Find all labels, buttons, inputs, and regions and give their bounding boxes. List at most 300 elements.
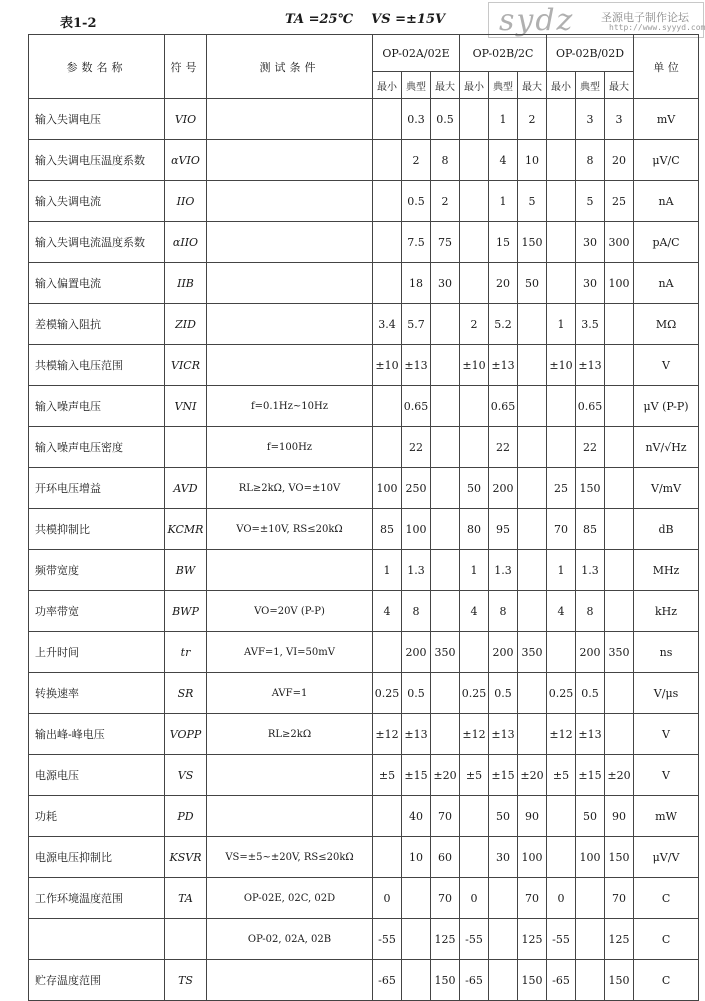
value-cell xyxy=(605,509,634,550)
value-cell: 200 xyxy=(489,632,518,673)
symbol-cell xyxy=(165,427,207,468)
value-cell: 95 xyxy=(489,509,518,550)
value-cell: 0.65 xyxy=(576,386,605,427)
unit-cell: C xyxy=(634,919,699,960)
symbol-cell: ZID xyxy=(165,304,207,345)
value-cell: ±12 xyxy=(547,714,576,755)
table-row xyxy=(29,755,699,796)
header-unit: 单 位 xyxy=(634,35,699,99)
value-cell: ±20 xyxy=(431,755,460,796)
value-cell: 1 xyxy=(373,550,402,591)
value-cell: ±12 xyxy=(373,714,402,755)
value-cell: 50 xyxy=(489,796,518,837)
table-row xyxy=(29,263,699,304)
value-cell: 70 xyxy=(518,878,547,919)
value-cell xyxy=(431,304,460,345)
test-condition-cell xyxy=(207,755,373,796)
value-cell: 5.2 xyxy=(489,304,518,345)
test-condition-cell xyxy=(207,222,373,263)
value-cell: 70 xyxy=(431,796,460,837)
value-cell xyxy=(460,632,489,673)
value-cell xyxy=(460,796,489,837)
param-name-cell: 输入噪声电压 xyxy=(29,386,165,427)
value-cell: 350 xyxy=(605,632,634,673)
unit-cell: V/mV xyxy=(634,468,699,509)
value-cell xyxy=(373,427,402,468)
value-cell xyxy=(431,509,460,550)
value-cell xyxy=(605,468,634,509)
header-group-c: OP-02B/02D xyxy=(547,35,634,72)
value-cell: 4 xyxy=(460,591,489,632)
param-name-cell: 输出峰-峰电压 xyxy=(29,714,165,755)
param-name-cell: 输入噪声电压密度 xyxy=(29,427,165,468)
table-row xyxy=(29,591,699,632)
symbol-cell: TA xyxy=(165,878,207,919)
symbol-cell: αIIO xyxy=(165,222,207,263)
value-cell xyxy=(489,878,518,919)
param-name-cell: 输入失调电流 xyxy=(29,181,165,222)
value-cell: 200 xyxy=(489,468,518,509)
value-cell: 1.3 xyxy=(576,550,605,591)
value-cell xyxy=(518,550,547,591)
value-cell: 70 xyxy=(431,878,460,919)
value-cell xyxy=(402,960,431,1001)
value-cell: 8 xyxy=(431,140,460,181)
unit-cell: pA/C xyxy=(634,222,699,263)
symbol-cell: PD xyxy=(165,796,207,837)
value-cell: 50 xyxy=(518,263,547,304)
value-cell: 85 xyxy=(373,509,402,550)
value-cell xyxy=(373,140,402,181)
table-row xyxy=(29,99,699,140)
value-cell: 300 xyxy=(605,222,634,263)
value-cell: -55 xyxy=(373,919,402,960)
value-cell: 100 xyxy=(605,263,634,304)
value-cell: 4 xyxy=(373,591,402,632)
value-cell: 22 xyxy=(402,427,431,468)
value-cell xyxy=(547,99,576,140)
value-cell xyxy=(460,837,489,878)
value-cell: 50 xyxy=(460,468,489,509)
test-condition-cell xyxy=(207,960,373,1001)
test-condition-cell: VO=±10V, RS≤20kΩ xyxy=(207,509,373,550)
test-conditions xyxy=(285,12,445,27)
value-cell: 150 xyxy=(605,837,634,878)
value-cell xyxy=(460,181,489,222)
header-group-b: OP-02B/2C xyxy=(460,35,547,72)
value-cell: 0.3 xyxy=(402,99,431,140)
param-name-cell xyxy=(29,919,165,960)
value-cell xyxy=(518,427,547,468)
value-cell: -65 xyxy=(547,960,576,1001)
value-cell: 60 xyxy=(431,837,460,878)
symbol-cell: AVD xyxy=(165,468,207,509)
header-sub-typ: 典型 xyxy=(402,72,431,99)
value-cell xyxy=(373,181,402,222)
test-condition-cell xyxy=(207,181,373,222)
value-cell: ±5 xyxy=(460,755,489,796)
value-cell xyxy=(460,427,489,468)
value-cell: 90 xyxy=(605,796,634,837)
value-cell xyxy=(373,99,402,140)
value-cell: 4 xyxy=(489,140,518,181)
unit-cell: V xyxy=(634,714,699,755)
value-cell xyxy=(518,509,547,550)
test-condition-cell xyxy=(207,263,373,304)
value-cell: 18 xyxy=(402,263,431,304)
value-cell: 125 xyxy=(431,919,460,960)
value-cell: 30 xyxy=(489,837,518,878)
symbol-cell: BW xyxy=(165,550,207,591)
value-cell: 90 xyxy=(518,796,547,837)
value-cell: 100 xyxy=(373,468,402,509)
unit-cell: μV/V xyxy=(634,837,699,878)
table-row xyxy=(29,919,699,960)
unit-cell: nA xyxy=(634,181,699,222)
value-cell: 0.5 xyxy=(402,673,431,714)
value-cell: 2 xyxy=(402,140,431,181)
value-cell xyxy=(518,386,547,427)
header-test-conditions: 测试条件 xyxy=(207,35,373,99)
symbol-cell: BWP xyxy=(165,591,207,632)
value-cell: 150 xyxy=(576,468,605,509)
table-label: 表1-2 xyxy=(60,16,97,31)
value-cell xyxy=(518,591,547,632)
value-cell xyxy=(547,632,576,673)
value-cell xyxy=(431,468,460,509)
table-row xyxy=(29,878,699,919)
unit-cell: μV/C xyxy=(634,140,699,181)
value-cell: ±20 xyxy=(605,755,634,796)
param-name-cell: 开环电压增益 xyxy=(29,468,165,509)
value-cell xyxy=(576,919,605,960)
symbol-cell: SR xyxy=(165,673,207,714)
header-param: 参数名称 xyxy=(29,35,165,99)
value-cell: ±13 xyxy=(576,714,605,755)
value-cell: 150 xyxy=(431,960,460,1001)
value-cell xyxy=(460,140,489,181)
header-sub-min: 最小 xyxy=(460,72,489,99)
unit-cell: V/μs xyxy=(634,673,699,714)
value-cell: 30 xyxy=(576,222,605,263)
value-cell: ±13 xyxy=(489,345,518,386)
value-cell: ±13 xyxy=(402,345,431,386)
test-condition-cell: AVF=1 xyxy=(207,673,373,714)
table-row xyxy=(29,304,699,345)
value-cell: 350 xyxy=(431,632,460,673)
value-cell: 100 xyxy=(518,837,547,878)
value-cell: 25 xyxy=(605,181,634,222)
test-condition-cell: RL≥2kΩ, VO=±10V xyxy=(207,468,373,509)
unit-cell: V xyxy=(634,755,699,796)
value-cell xyxy=(547,222,576,263)
value-cell: 10 xyxy=(518,140,547,181)
header-symbol: 符号 xyxy=(165,35,207,99)
value-cell: 3 xyxy=(605,99,634,140)
value-cell: 85 xyxy=(576,509,605,550)
value-cell: 5 xyxy=(576,181,605,222)
param-name-cell: 输入失调电流温度系数 xyxy=(29,222,165,263)
symbol-cell: IIO xyxy=(165,181,207,222)
value-cell: -65 xyxy=(373,960,402,1001)
value-cell xyxy=(518,345,547,386)
value-cell xyxy=(605,550,634,591)
value-cell xyxy=(547,796,576,837)
test-condition-cell: OP-02E, 02C, 02D xyxy=(207,878,373,919)
table-row xyxy=(29,714,699,755)
value-cell xyxy=(605,673,634,714)
value-cell: 1 xyxy=(547,304,576,345)
table-row xyxy=(29,345,699,386)
test-condition-cell xyxy=(207,99,373,140)
value-cell: 8 xyxy=(576,591,605,632)
table-row xyxy=(29,960,699,1001)
value-cell xyxy=(547,140,576,181)
value-cell xyxy=(489,919,518,960)
value-cell: 125 xyxy=(518,919,547,960)
value-cell: 0.25 xyxy=(547,673,576,714)
value-cell: ±12 xyxy=(460,714,489,755)
value-cell xyxy=(547,181,576,222)
value-cell: ±15 xyxy=(489,755,518,796)
symbol-cell: αVIO xyxy=(165,140,207,181)
symbol-cell: KCMR xyxy=(165,509,207,550)
value-cell: ±15 xyxy=(402,755,431,796)
value-cell: 0.25 xyxy=(460,673,489,714)
value-cell: 0 xyxy=(373,878,402,919)
value-cell xyxy=(547,837,576,878)
condition-supply-voltage: VS =±15V xyxy=(371,12,446,27)
unit-cell: nA xyxy=(634,263,699,304)
unit-cell: C xyxy=(634,960,699,1001)
value-cell: 0.5 xyxy=(489,673,518,714)
test-condition-cell xyxy=(207,140,373,181)
header-group-a: OP-02A/02E xyxy=(373,35,460,72)
symbol-cell: TS xyxy=(165,960,207,1001)
value-cell: 200 xyxy=(402,632,431,673)
param-name-cell: 共模输入电压范围 xyxy=(29,345,165,386)
watermark-name: 圣源电子制作论坛 xyxy=(601,11,689,24)
param-name-cell: 共模抑制比 xyxy=(29,509,165,550)
value-cell xyxy=(431,345,460,386)
value-cell: 8 xyxy=(489,591,518,632)
table-row xyxy=(29,509,699,550)
value-cell: 30 xyxy=(431,263,460,304)
symbol-cell: VIO xyxy=(165,99,207,140)
value-cell: -55 xyxy=(460,919,489,960)
condition-temperature: TA =25℃ xyxy=(285,12,354,27)
value-cell: 0.65 xyxy=(489,386,518,427)
value-cell xyxy=(373,632,402,673)
value-cell: 3 xyxy=(576,99,605,140)
param-name-cell: 工作环境温度范围 xyxy=(29,878,165,919)
value-cell: 40 xyxy=(402,796,431,837)
value-cell: 1 xyxy=(489,99,518,140)
unit-cell: mV xyxy=(634,99,699,140)
symbol-cell: KSVR xyxy=(165,837,207,878)
value-cell: 2 xyxy=(518,99,547,140)
symbol-cell: VOPP xyxy=(165,714,207,755)
param-name-cell: 差模输入阻抗 xyxy=(29,304,165,345)
value-cell xyxy=(576,878,605,919)
table-row xyxy=(29,181,699,222)
value-cell: 3.4 xyxy=(373,304,402,345)
value-cell: 1 xyxy=(489,181,518,222)
value-cell: 5.7 xyxy=(402,304,431,345)
value-cell: 0.5 xyxy=(431,99,460,140)
value-cell: ±13 xyxy=(402,714,431,755)
value-cell xyxy=(373,222,402,263)
value-cell xyxy=(402,878,431,919)
value-cell: 1 xyxy=(547,550,576,591)
value-cell: 1 xyxy=(460,550,489,591)
unit-cell: C xyxy=(634,878,699,919)
watermark-logo: sydz xyxy=(499,3,575,38)
value-cell xyxy=(373,263,402,304)
value-cell: 200 xyxy=(576,632,605,673)
header-sub-min: 最小 xyxy=(547,72,576,99)
value-cell xyxy=(373,796,402,837)
param-name-cell: 贮存温度范围 xyxy=(29,960,165,1001)
value-cell xyxy=(431,386,460,427)
value-cell: 0.5 xyxy=(402,181,431,222)
value-cell: ±10 xyxy=(547,345,576,386)
value-cell xyxy=(547,427,576,468)
unit-cell: V xyxy=(634,345,699,386)
value-cell: 125 xyxy=(605,919,634,960)
table-row xyxy=(29,386,699,427)
value-cell: 20 xyxy=(605,140,634,181)
value-cell xyxy=(605,386,634,427)
table-row xyxy=(29,222,699,263)
table-row xyxy=(29,796,699,837)
spec-table xyxy=(28,34,699,1001)
header-sub-max: 最大 xyxy=(431,72,460,99)
param-name-cell: 转换速率 xyxy=(29,673,165,714)
value-cell: ±15 xyxy=(576,755,605,796)
value-cell xyxy=(518,714,547,755)
header-sub-typ: 典型 xyxy=(489,72,518,99)
symbol-cell: VNI xyxy=(165,386,207,427)
value-cell: 150 xyxy=(605,960,634,1001)
value-cell: 7.5 xyxy=(402,222,431,263)
test-condition-cell xyxy=(207,304,373,345)
value-cell xyxy=(605,591,634,632)
table-row xyxy=(29,140,699,181)
value-cell: -65 xyxy=(460,960,489,1001)
value-cell xyxy=(431,714,460,755)
param-name-cell: 功耗 xyxy=(29,796,165,837)
value-cell: 50 xyxy=(576,796,605,837)
value-cell xyxy=(460,263,489,304)
value-cell: 0.65 xyxy=(402,386,431,427)
value-cell: 4 xyxy=(547,591,576,632)
value-cell: 30 xyxy=(576,263,605,304)
table-row xyxy=(29,837,699,878)
value-cell: ±13 xyxy=(576,345,605,386)
value-cell: 70 xyxy=(547,509,576,550)
value-cell xyxy=(547,386,576,427)
test-condition-cell: AVF=1, VI=50mV xyxy=(207,632,373,673)
watermark-url: http://www.syyyd.com xyxy=(609,23,705,32)
value-cell: 22 xyxy=(576,427,605,468)
value-cell: 15 xyxy=(489,222,518,263)
value-cell: 1.3 xyxy=(402,550,431,591)
header-sub-min: 最小 xyxy=(373,72,402,99)
test-condition-cell: f=100Hz xyxy=(207,427,373,468)
value-cell: ±13 xyxy=(489,714,518,755)
value-cell xyxy=(460,99,489,140)
table-row xyxy=(29,427,699,468)
test-condition-cell xyxy=(207,796,373,837)
test-condition-cell xyxy=(207,345,373,386)
value-cell: 150 xyxy=(518,960,547,1001)
test-condition-cell: OP-02, 02A, 02B xyxy=(207,919,373,960)
value-cell xyxy=(431,427,460,468)
unit-cell: ns xyxy=(634,632,699,673)
value-cell: 8 xyxy=(402,591,431,632)
value-cell xyxy=(373,837,402,878)
param-name-cell: 输入失调电压温度系数 xyxy=(29,140,165,181)
unit-cell: kHz xyxy=(634,591,699,632)
value-cell xyxy=(605,345,634,386)
value-cell xyxy=(547,263,576,304)
param-name-cell: 功率带宽 xyxy=(29,591,165,632)
value-cell: 75 xyxy=(431,222,460,263)
header-sub-typ: 典型 xyxy=(576,72,605,99)
value-cell: 100 xyxy=(576,837,605,878)
param-name-cell: 输入失调电压 xyxy=(29,99,165,140)
value-cell: 2 xyxy=(460,304,489,345)
param-name-cell: 电源电压抑制比 xyxy=(29,837,165,878)
unit-cell: MHz xyxy=(634,550,699,591)
value-cell: 150 xyxy=(518,222,547,263)
value-cell: ±20 xyxy=(518,755,547,796)
value-cell: 250 xyxy=(402,468,431,509)
value-cell xyxy=(605,304,634,345)
param-name-cell: 频带宽度 xyxy=(29,550,165,591)
value-cell: ±10 xyxy=(373,345,402,386)
value-cell: -55 xyxy=(547,919,576,960)
value-cell xyxy=(605,714,634,755)
unit-cell: MΩ xyxy=(634,304,699,345)
value-cell: 70 xyxy=(605,878,634,919)
value-cell xyxy=(489,960,518,1001)
value-cell: 80 xyxy=(460,509,489,550)
value-cell: 5 xyxy=(518,181,547,222)
value-cell: 350 xyxy=(518,632,547,673)
table-row xyxy=(29,673,699,714)
unit-cell: dB xyxy=(634,509,699,550)
value-cell xyxy=(518,673,547,714)
value-cell: ±5 xyxy=(373,755,402,796)
value-cell xyxy=(605,427,634,468)
test-condition-cell: f=0.1Hz~10Hz xyxy=(207,386,373,427)
value-cell: ±10 xyxy=(460,345,489,386)
symbol-cell: IIB xyxy=(165,263,207,304)
test-condition-cell xyxy=(207,550,373,591)
value-cell xyxy=(431,550,460,591)
symbol-cell: VICR xyxy=(165,345,207,386)
symbol-cell xyxy=(165,919,207,960)
value-cell xyxy=(402,919,431,960)
table-row xyxy=(29,550,699,591)
table-row xyxy=(29,632,699,673)
value-cell xyxy=(431,591,460,632)
value-cell xyxy=(431,673,460,714)
symbol-cell: VS xyxy=(165,755,207,796)
value-cell xyxy=(460,386,489,427)
